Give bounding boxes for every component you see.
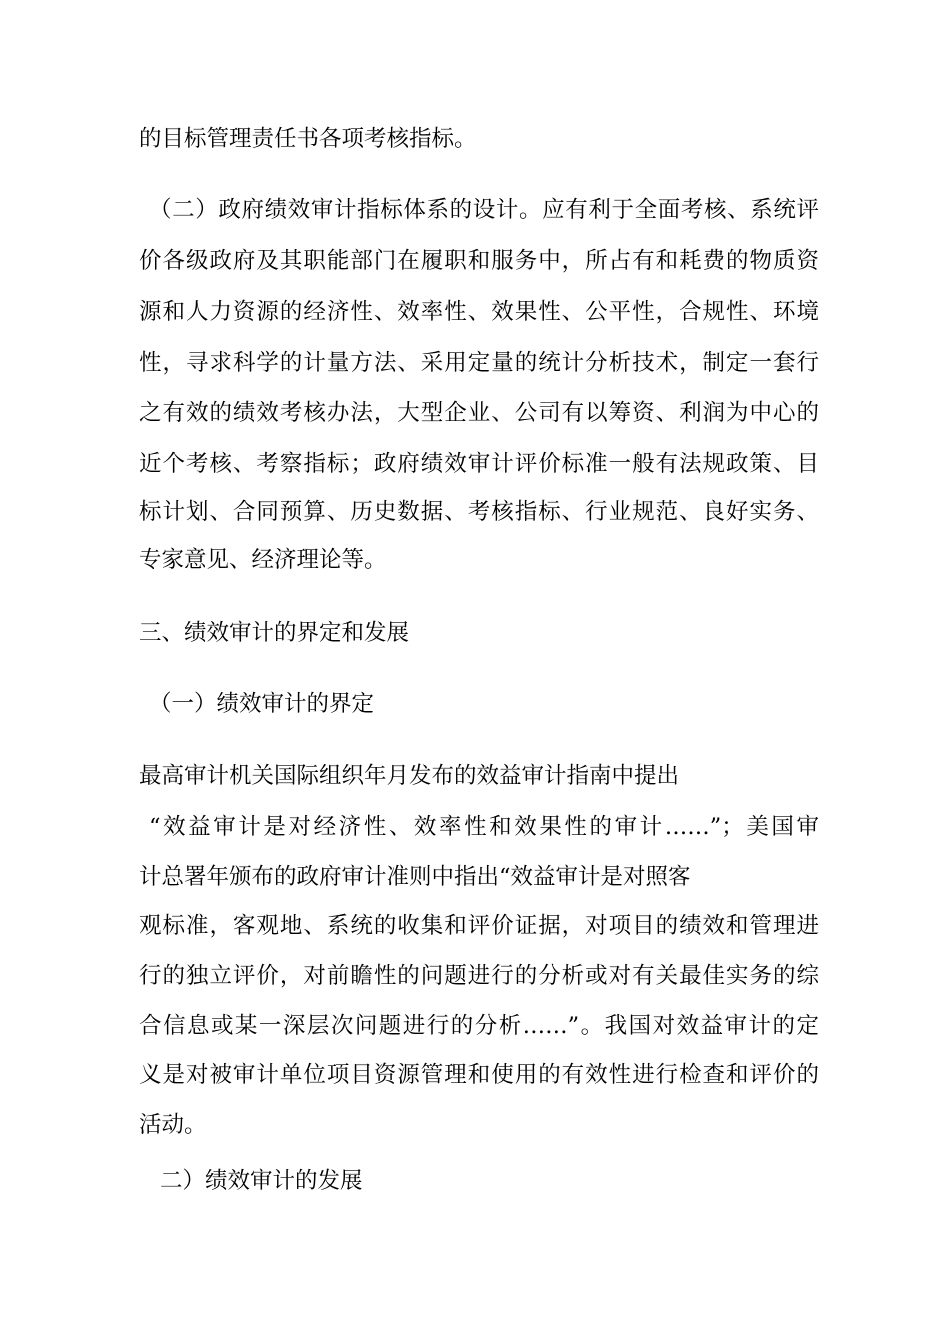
paragraph-line: 性，寻求科学的计量方法、采用定量的统计分析技术，制定一套行 [139, 350, 819, 376]
paragraph-line: 计总署年颁布的政府审计准则中指出“效益审计是对照客 [139, 864, 691, 890]
paragraph-line: 源和人力资源的经济性、效率性、效果性、公平性，合规性、环境 [139, 299, 819, 325]
paragraph-line: 行的独立评价，对前瞻性的问题进行的分析或对有关最佳实务的综 [139, 963, 819, 989]
paragraph-line: 近个考核、考察指标；政府绩效审计评价标准一般有法规政策、目 [139, 451, 819, 477]
paragraph-line: 活动。 [139, 1112, 207, 1138]
paragraph-line: 最高审计机关国际组织年月发布的效益审计指南中提出 [139, 763, 680, 789]
paragraph-line: 义是对被审计单位项目资源管理和使用的有效性进行检查和评价的 [139, 1062, 819, 1088]
paragraph-line: 合信息或某一深层次问题进行的分析……”。我国对效益审计的定 [139, 1013, 819, 1039]
subsection-heading: （一）绩效审计的界定 [149, 691, 375, 717]
paragraph-line: 之有效的绩效考核办法，大型企业、公司有以筹资、利润为中心的 [139, 400, 819, 426]
paragraph-line: 观标准，客观地、系统的收集和评价证据，对项目的绩效和管理进 [139, 913, 819, 939]
paragraph-line: “效益审计是对经济性、效率性和效果性的审计……”；美国审 [149, 814, 819, 840]
paragraph-line: 价各级政府及其职能部门在履职和服务中，所占有和耗费的物质资 [139, 248, 819, 274]
paragraph-line: 专家意见、经济理论等。 [139, 547, 387, 573]
section-heading: 三、绩效审计的界定和发展 [139, 620, 410, 646]
paragraph-line: 的目标管理责任书各项考核指标。 [139, 126, 477, 152]
subsection-heading: 二）绩效审计的发展 [160, 1168, 363, 1194]
paragraph-line: 标计划、合同预算、历史数据、考核指标、行业规范、良好实务、 [139, 499, 819, 525]
subsection-heading-line: （二）政府绩效审计指标体系的设计。应有利于全面考核、系统评 [149, 197, 819, 223]
